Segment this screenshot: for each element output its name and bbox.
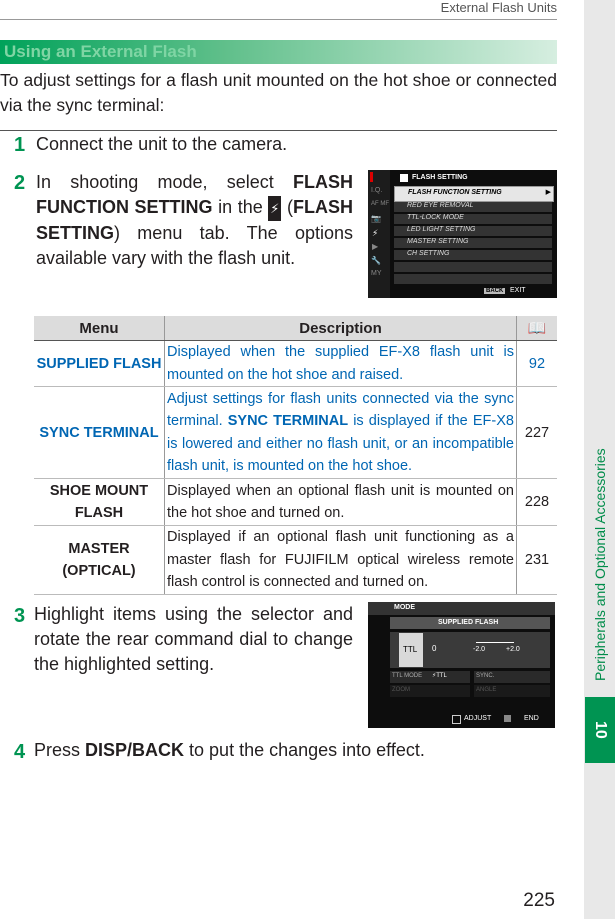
step-text: Connect the unit to the camera. bbox=[36, 134, 288, 154]
chapter-side-label: Peripherals and Optional Accessories bbox=[592, 448, 608, 682]
step-text-part: to put the changes into effect. bbox=[184, 740, 425, 760]
flash-icon: ⚡ bbox=[268, 196, 281, 221]
step-text-part: Press bbox=[34, 740, 86, 760]
step-text: Highlight items using the selector and rotate the rear command dial to change the highlighted setting. bbox=[34, 604, 353, 674]
menu-item-selected[interactable] bbox=[394, 186, 554, 202]
menu-item-label: MASTER SETTING bbox=[407, 238, 469, 245]
menu-name: FLASH SETTING bbox=[36, 197, 353, 243]
step-text-part: ( bbox=[281, 197, 293, 217]
compensation-scale bbox=[476, 642, 514, 643]
step-number: 3 bbox=[14, 605, 26, 627]
adjust-label: ADJUST bbox=[464, 715, 492, 722]
step-number: 2 bbox=[14, 172, 26, 194]
flash-settings-screen bbox=[368, 602, 555, 728]
divider bbox=[0, 130, 557, 131]
row-description: Displayed when an optional flash unit is mounted on the hot shoe and turned on. bbox=[165, 479, 517, 526]
running-header: External Flash Units bbox=[440, 0, 557, 15]
step-text bbox=[34, 738, 425, 763]
zoom-label: ZOOM bbox=[392, 687, 410, 693]
end-label: END bbox=[524, 715, 539, 722]
options-table bbox=[34, 316, 557, 595]
step-number: 1 bbox=[14, 134, 26, 156]
camera-menu-screen bbox=[368, 170, 557, 298]
scale-max: +2.0 bbox=[506, 646, 520, 653]
tab-camera-icon: 📷 bbox=[371, 214, 381, 223]
tab-marker bbox=[370, 172, 373, 182]
table-row bbox=[34, 526, 557, 595]
ttl-mode-selected[interactable] bbox=[399, 633, 423, 667]
menu-item-label: CH SETTING bbox=[407, 250, 450, 257]
step-number: 4 bbox=[14, 741, 26, 763]
tab-iq-icon: I.Q. bbox=[371, 187, 383, 194]
ttl-mode-value: ⚡TTL bbox=[432, 673, 447, 679]
screen-tab-title: FLASH SETTING bbox=[412, 174, 468, 181]
menu-ok-icon bbox=[504, 715, 511, 722]
dial-icon bbox=[452, 715, 461, 724]
table-header-row bbox=[34, 316, 557, 341]
row-description: Displayed when the supplied EF-X8 flash unit is mounted on the hot shoe and raised. bbox=[165, 341, 517, 387]
step-text bbox=[36, 170, 353, 271]
row-description: Displayed if an optional flash unit functioning as a master flash for FUJIFILM optical wireless remote flash control is connected and turned on. bbox=[165, 526, 517, 595]
menu-item[interactable] bbox=[394, 214, 552, 224]
col-desc-header: Description bbox=[165, 316, 517, 341]
row-menu-name: SHOE MOUNT FLASH bbox=[34, 479, 165, 526]
flash-name: SUPPLIED FLASH bbox=[438, 619, 499, 626]
chapter-number-tab: 10 bbox=[585, 697, 615, 763]
menu-item-empty bbox=[394, 274, 552, 284]
row-menu-name: MASTER (OPTICAL) bbox=[34, 526, 165, 595]
desc-part: is displayed if the EF-X8 is lowered and either no flash unit, or an incompatible flash unit, is mounted on the hot shoe. bbox=[167, 413, 514, 474]
tab-flash-icon: ⚡ bbox=[372, 228, 379, 238]
menu-item-label: FLASH FUNCTION SETTING bbox=[408, 189, 502, 196]
row-page-link[interactable]: 227 bbox=[517, 387, 558, 479]
row-page-link[interactable]: 92 bbox=[517, 341, 558, 387]
mode-label: MODE bbox=[394, 604, 415, 611]
menu-item[interactable] bbox=[394, 226, 552, 236]
ttl-label: TTL bbox=[403, 645, 418, 654]
menu-item-label: RED EYE REMOVAL bbox=[407, 202, 474, 209]
menu-item[interactable] bbox=[394, 250, 552, 260]
table-row bbox=[34, 341, 557, 387]
row-description bbox=[165, 387, 517, 479]
flash-tab-icon bbox=[400, 174, 408, 182]
button-name: DISP/BACK bbox=[85, 740, 185, 760]
intro-paragraph: To adjust settings for a flash unit mounted on the hot shoe or connected via the sync terminal: bbox=[0, 70, 557, 115]
row-page-link[interactable]: 231 bbox=[517, 526, 558, 595]
row-page-link[interactable]: 228 bbox=[517, 479, 558, 526]
col-menu-header: Menu bbox=[34, 316, 165, 341]
ttl-mode-label: TTL MODE bbox=[392, 673, 423, 679]
row-menu-name: SYNC TERMINAL bbox=[34, 387, 165, 479]
row-menu-name: SUPPLIED FLASH bbox=[34, 341, 165, 387]
angle-label: ANGLE bbox=[476, 687, 497, 693]
step-text-part: In shooting mode, select bbox=[36, 172, 293, 192]
desc-bold: SYNC TERMINAL bbox=[227, 413, 349, 429]
menu-name: FLASH FUNCTION SETTING bbox=[36, 172, 353, 217]
desc-part: Adjust settings for flash units connected via the sync terminal. bbox=[167, 390, 514, 429]
table-row bbox=[34, 479, 557, 526]
header-rule bbox=[0, 19, 557, 20]
menu-item[interactable] bbox=[394, 202, 552, 212]
menu-item-empty bbox=[394, 262, 552, 272]
tab-movie-icon: ▶ bbox=[372, 242, 379, 251]
step-text-part: ) menu tab. The options available vary with the flash unit. bbox=[36, 223, 353, 268]
step-text-part: in the bbox=[212, 197, 269, 217]
scale-min: -2.0 bbox=[473, 646, 486, 653]
menu-item-label: TTL-LOCK MODE bbox=[407, 214, 464, 221]
back-button-icon: BACK bbox=[486, 288, 504, 294]
table-row bbox=[34, 387, 557, 479]
section-title-bar bbox=[0, 40, 557, 64]
tab-wrench-icon: 🔧 bbox=[371, 256, 381, 265]
tab-my-icon: MY bbox=[371, 270, 382, 277]
book-icon: 📖 bbox=[517, 316, 558, 341]
page-number: 225 bbox=[523, 890, 555, 911]
compensation-value: 0 bbox=[432, 644, 437, 653]
menu-item[interactable] bbox=[394, 238, 552, 248]
exit-label: EXIT bbox=[510, 287, 526, 294]
menu-item-label: LED LIGHT SETTING bbox=[407, 226, 476, 233]
tab-af-icon: AF MF bbox=[371, 201, 389, 207]
chevron-right-icon: ▶ bbox=[545, 189, 551, 196]
sync-label: SYNC. bbox=[476, 673, 495, 679]
section-title: Using an External Flash bbox=[4, 42, 197, 61]
